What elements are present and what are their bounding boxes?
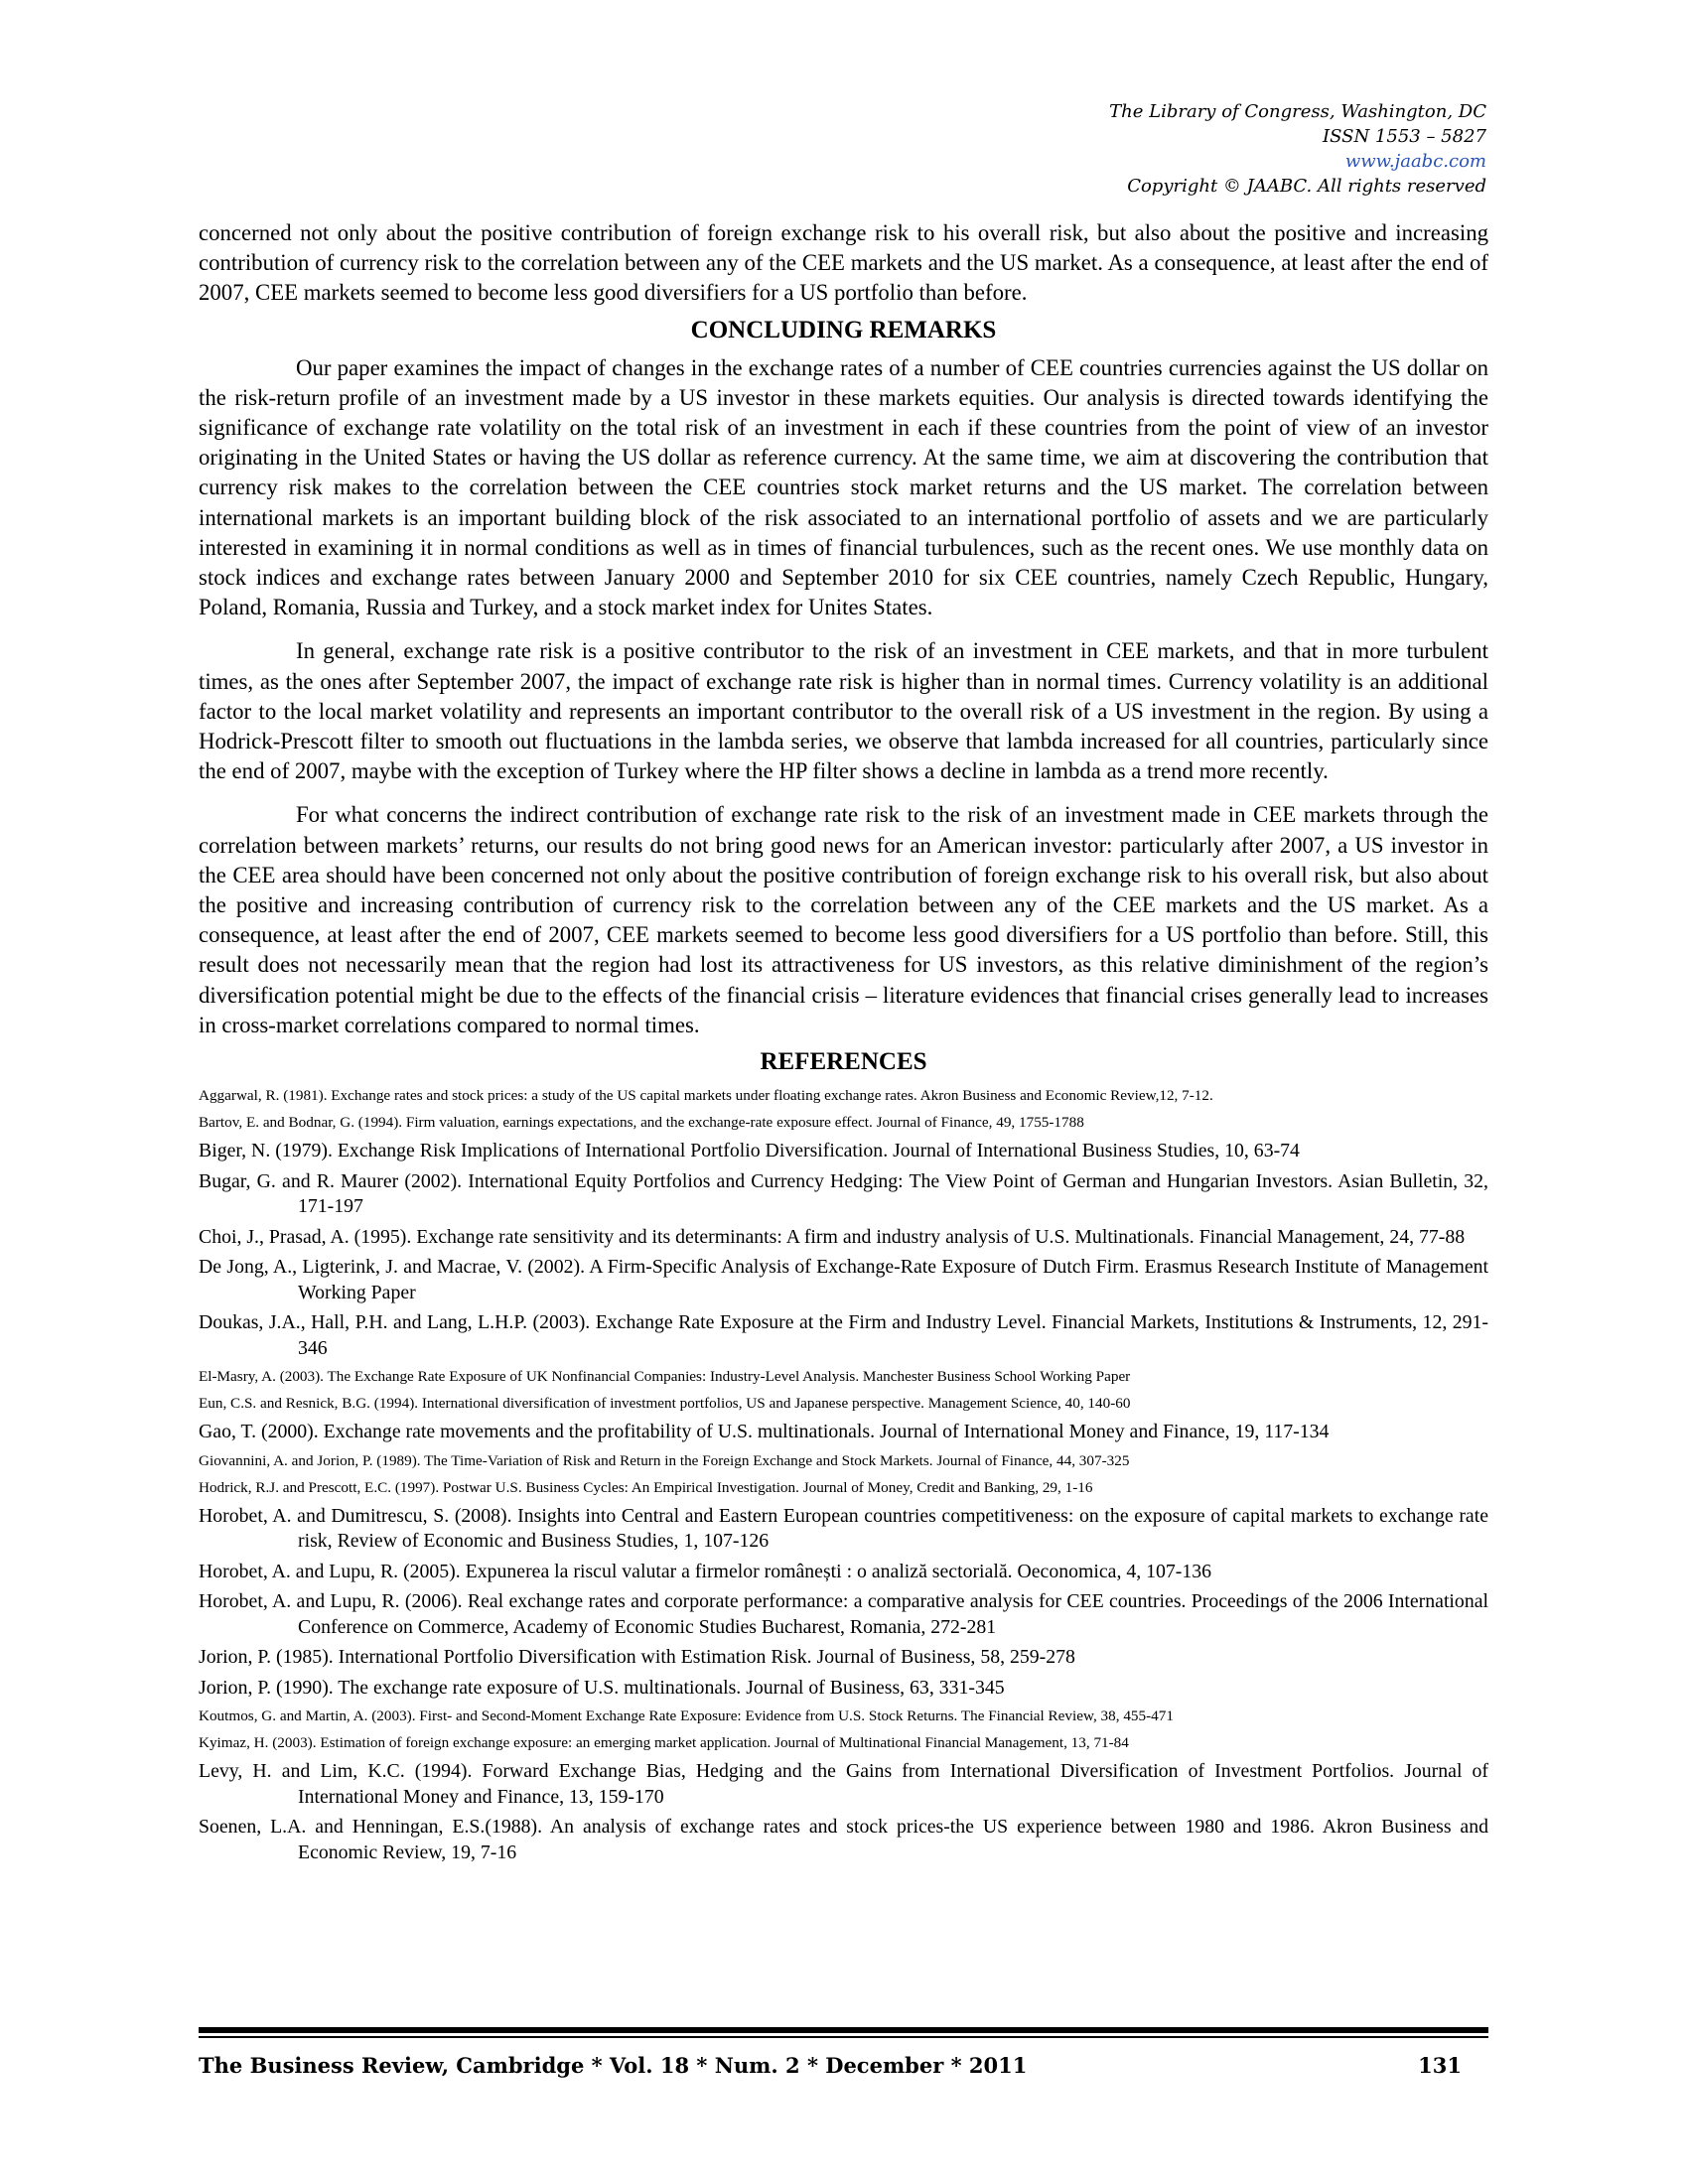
reference-item: Hodrick, R.J. and Prescott, E.C. (1997). Postwar U.S. Business Cycles: An Empirical Investigation. Journal of Money, Credit and Banking, 29, 1-16	[199, 1478, 1093, 1496]
reference-item: De Jong, A., Ligterink, J. and Macrae, V. (2002). A Firm-Specific Analysis of Exchange-Rate Exposure of Dutch Firm. Erasmus Research Institute of Management Working Paper	[199, 1256, 1488, 1303]
footer-rule-thin	[199, 2036, 1488, 2038]
reference-item: Horobet, A. and Lupu, R. (2005). Expunerea la riscul valutar a firmelor românești : o analiză sectorială. Oeconomica, 4, 107-136	[199, 1560, 1212, 1582]
body-paragraph: Our paper examines the impact of changes in the exchange rates of a number of CEE countries currencies against the US dollar on the risk-return profile of an investment made by a US investor in these markets equities. Our analysis is directed towards identifying the significance of exchange rate volatility on the total risk of an investment in each if these countries from the point of view of an investor originating in the United States or having the US dollar as reference currency. At the same time, we aim at discovering the contribution that currency risk makes to the correlation between the CEE countries stock market returns and the US market. The correlation between international markets is an important building block of the risk associated to an international portfolio of assets and we are particularly interested in examining it in normal conditions as well as in times of financial turbulences, such as the recent ones. We use monthly data on stock indices and exchange rates between January 2000 and September 2010 for six CEE countries, namely Czech Republic, Hungary, Poland, Romania, Russia and Turkey, and a stock market index for Unites States.	[199, 354, 1488, 620]
reference-item: Jorion, P. (1990). The exchange rate exposure of U.S. multinationals. Journal of Business, 63, 331-345	[199, 1676, 1005, 1699]
reference-item: Giovannini, A. and Jorion, P. (1989). The Time-Variation of Risk and Return in the Foreign Exchange and Stock Markets. Journal of Finance, 44, 307-325	[199, 1451, 1130, 1469]
body-paragraph: In general, exchange rate risk is a positive contributor to the risk of an investment in CEE markets, and that in more turbulent times, as the ones after September 2007, the impact of exchange rate risk is higher than in normal times. Currency volatility is an additional factor to the local market volatility and represents an important contributor to the overall risk of a US investment in the region. By using a Hodrick-Prescott filter to smooth out fluctuations in the lambda series, we observe that lambda increased for all countries, particularly since the end of 2007, maybe with the exception of Turkey where the HP filter shows a decline in lambda as a trend more recently.	[199, 638, 1488, 784]
header-url[interactable]: www.jaabc.com	[1344, 151, 1486, 172]
reference-item: Choi, J., Prasad, A. (1995). Exchange rate sensitivity and its determinants: A firm and industry analysis of U.S. Multinationals. Financial Management, 24, 77-88	[199, 1225, 1466, 1248]
reference-item: Doukas, J.A., Hall, P.H. and Lang, L.H.P. (2003). Exchange Rate Exposure at the Firm and Industry Level. Financial Markets, Institutions & Instruments, 12, 291-346	[199, 1311, 1488, 1359]
reference-item: Bugar, G. and R. Maurer (2002). International Equity Portfolios and Currency Hedging: The View Point of German and Hungarian Investors. Asian Bulletin, 32, 171-197	[199, 1169, 1488, 1218]
reference-item: El-Masry, A. (2003). The Exchange Rate Exposure of UK Nonfinancial Companies: Industry-Level Analysis. Manchester Business School Working Paper	[199, 1368, 1131, 1386]
body-paragraph: For what concerns the indirect contribution of exchange rate risk to the risk of an investment made in CEE markets through the correlation between markets’ returns, our results do not bring good news for an American investor: particularly after 2007, a US investor in the CEE area should have been concerned not only about the positive contribution of foreign exchange risk to his overall risk, but also about the positive and increasing contribution of currency risk to the correlation between any of the CEE markets and the US market. As a consequence, at least after the end of 2007, CEE markets seemed to become less good diversifiers for a US portfolio than before. Still, this result does not necessarily mean that the region had lost its attractiveness for US investors, as this relative diminishment of the region’s diversification potential might be due to the effects of the financial crisis – literature evidences that financial crises generally lead to increases in cross-market correlations compared to normal times.	[199, 802, 1488, 1037]
header-library: The Library of Congress, Washington, DC	[1109, 101, 1486, 122]
concluding-remarks-heading: CONCLUDING REMARKS	[690, 316, 997, 343]
reference-item: Koutmos, G. and Martin, A. (2003). First- and Second-Moment Exchange Rate Exposure: Evidence from U.S. Stock Returns. The Financial Review, 38, 455-471	[199, 1707, 1174, 1725]
intro-paragraph: concerned not only about the positive contribution of foreign exchange risk to his overall risk, but also about the positive and increasing contribution of currency risk to the correlation between any of the CEE markets and the US market. As a consequence, at least after the end of 2007, CEE markets seemed to become less good diversifiers for a US portfolio than before.	[199, 220, 1488, 306]
footer-page-number: 131	[1418, 2053, 1462, 2078]
references-heading: REFERENCES	[760, 1048, 927, 1076]
reference-item: Bartov, E. and Bodnar, G. (1994). Firm valuation, earnings expectations, and the exchange-rate exposure effect. Journal of Finance, 49, 1755-1788	[199, 1114, 1084, 1132]
header-issn: ISSN 1553 – 5827	[1323, 126, 1486, 147]
reference-list	[199, 1085, 1488, 1865]
footer-journal: The Business Review, Cambridge * Vol. 18 * Num. 2 * December * 2011	[199, 2053, 1028, 2078]
reference-item: Aggarwal, R. (1981). Exchange rates and stock prices: a study of the US capital markets under floating exchange rates. Akron Business and Economic Review,12, 7-12.	[199, 1087, 1213, 1105]
reference-item: Eun, C.S. and Resnick, B.G. (1994). International diversification of investment portfolios, US and Japanese perspective. Management Science, 40, 140-60	[199, 1395, 1131, 1413]
reference-item: Biger, N. (1979). Exchange Risk Implications of International Portfolio Diversification. Journal of International Business Studies, 10, 63-74	[199, 1140, 1300, 1162]
reference-item: Horobet, A. and Dumitrescu, S. (2008). Insights into Central and Eastern European countries competitiveness: on the exposure of capital markets to exchange rate risk, Review of Economic and Business Studies, 1, 107-126	[199, 1504, 1488, 1553]
reference-item: Gao, T. (2000). Exchange rate movements and the profitability of U.S. multinationals. Journal of International Money and Finance, 19, 117-134	[199, 1421, 1330, 1443]
page-header	[1109, 99, 1486, 199]
reference-item: Levy, H. and Lim, K.C. (1994). Forward Exchange Bias, Hedging and the Gains from International Diversification of Investment Portfolios. Journal of International Money and Finance, 13, 159-170	[199, 1760, 1488, 1808]
reference-item: Horobet, A. and Lupu, R. (2006). Real exchange rates and corporate performance: a comparative analysis for CEE countries. Proceedings of the 2006 International Conference on Commerce, Academy of Economic Studies Bucharest, Romania, 272-281	[199, 1590, 1488, 1638]
reference-item: Jorion, P. (1985). International Portfolio Diversification with Estimation Risk. Journal of Business, 58, 259-278	[199, 1646, 1075, 1669]
article-body	[199, 218, 1488, 1870]
reference-item: Kyimaz, H. (2003). Estimation of foreign exchange exposure: an emerging market application. Journal of Multinational Financial Management, 13, 71-84	[199, 1734, 1129, 1752]
header-copyright: Copyright © JAABC. All rights reserved	[1127, 176, 1486, 197]
reference-item: Soenen, L.A. and Henningan, E.S.(1988). An analysis of exchange rates and stock prices-the US experience between 1980 and 1986. Akron Business and Economic Review, 19, 7-16	[199, 1816, 1488, 1863]
footer-rule-thick	[199, 2027, 1488, 2033]
